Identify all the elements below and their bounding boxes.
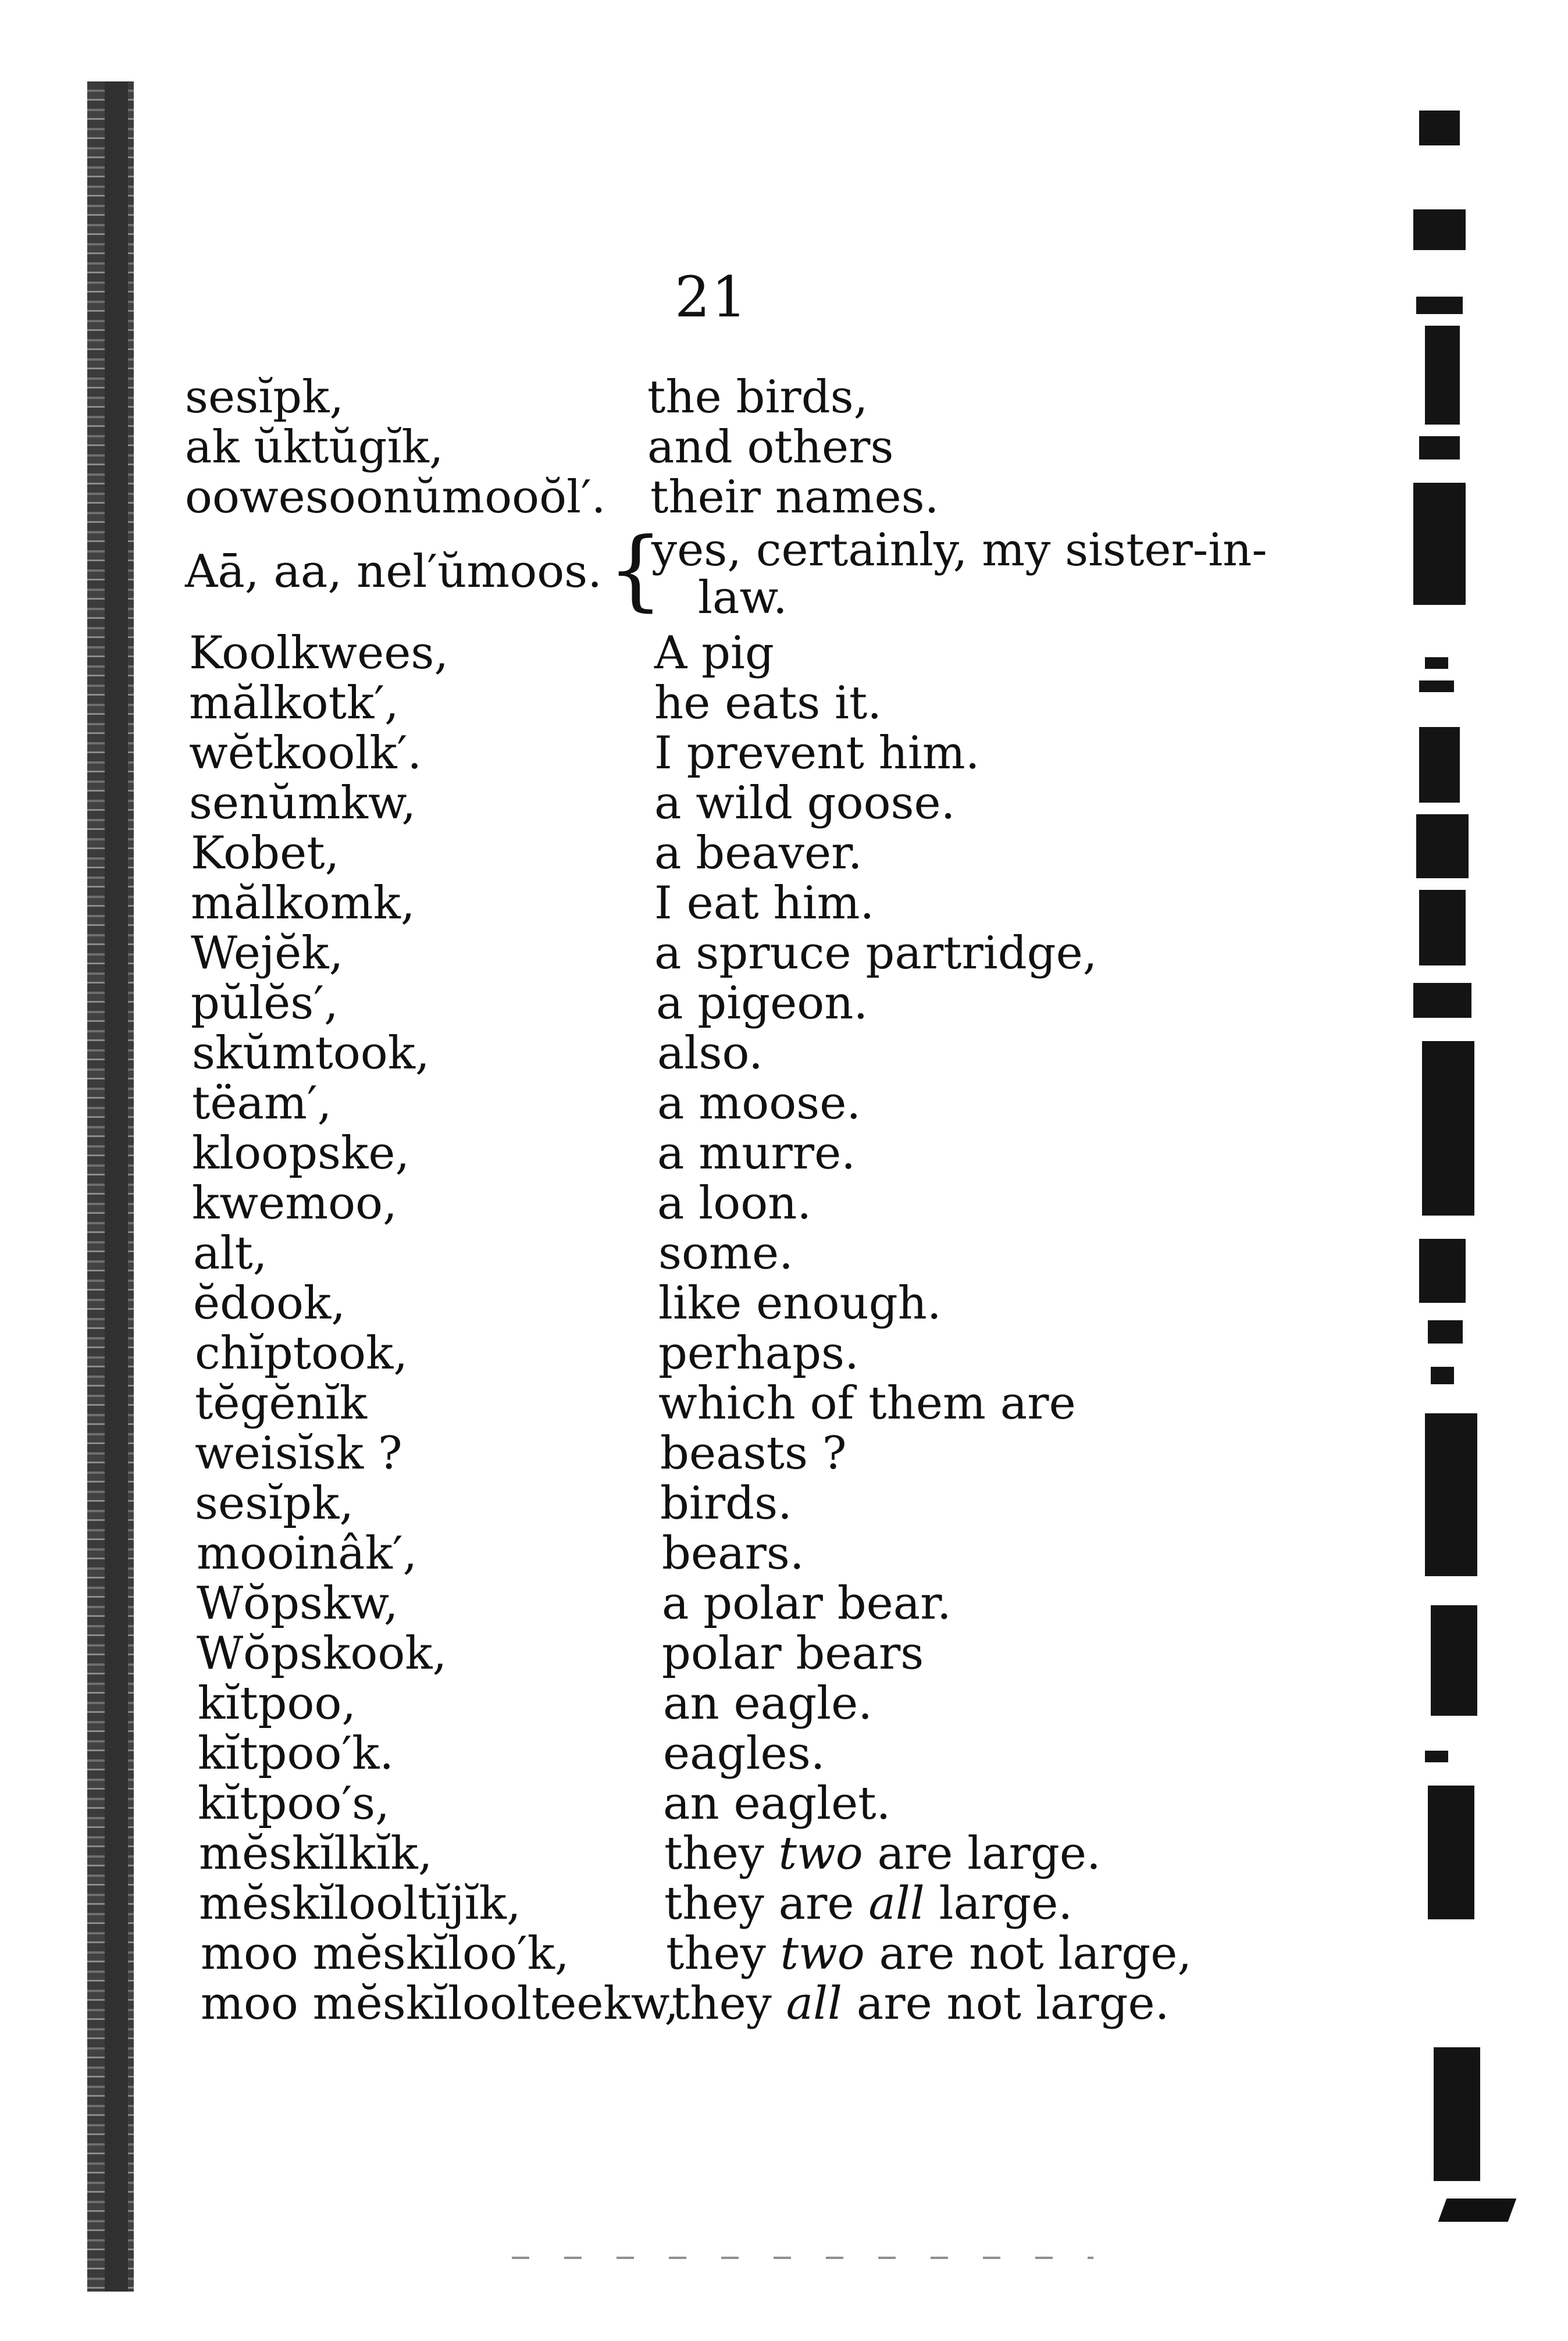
english-gloss: a moose. [657,1077,861,1129]
english-gloss: also. [657,1027,763,1079]
micmac-term: moo mĕskĭloo′k, [201,1927,569,1980]
gloss-text: they [666,1927,781,1980]
english-gloss: a spruce partridge, [654,927,1097,979]
micmac-term: Wŏpskw, [197,1577,398,1630]
english-gloss: birds. [660,1477,792,1530]
micmac-term: ĕdook, [193,1277,346,1330]
curly-brace: { [608,519,664,621]
micmac-term: kwemoo, [192,1177,397,1230]
english-gloss: the birds, [647,371,868,423]
english-gloss: like enough. [658,1277,942,1330]
micmac-term: kĭtpoo, [198,1677,357,1730]
micmac-term: tëam′, [192,1077,332,1129]
gloss-text: large. [924,1877,1073,1930]
english-gloss: I prevent him. [654,727,980,779]
english-gloss: a murre. [657,1127,856,1180]
english-gloss [664,1879,1072,1929]
english-gloss: a wild goose. [654,777,956,829]
english-gloss: and others [647,421,894,473]
english-gloss: I eat him. [654,877,875,929]
micmac-term: mălkotk′, [189,677,399,729]
gloss-text: are large. [863,1827,1101,1880]
micmac-term: mooinâk′, [197,1527,418,1580]
english-gloss: yes, certainly, my sister-in- [651,524,1267,576]
micmac-term: sesĭpk, [195,1477,354,1530]
english-gloss: a beaver. [654,827,863,879]
micmac-term: ak ŭktŭgĭk, [185,421,444,473]
micmac-term: kĭtpoo′k. [198,1727,394,1780]
micmac-term: skŭmtook, [192,1027,430,1079]
micmac-term: wĕtkoolk′. [189,727,422,779]
micmac-term: tĕgĕnĭk [195,1377,368,1430]
english-gloss-block [651,526,1267,622]
micmac-term: senŭmkw, [189,777,416,829]
micmac-term: Wejĕk, [191,927,344,979]
gloss-text: are not large. [842,1977,1170,2030]
micmac-term: moo mĕskĭloolteekw, [201,1977,679,2030]
english-gloss: an eagle. [663,1677,873,1730]
micmac-term: kĭtpoo′s, [198,1777,390,1830]
gloss-emphasis: two [778,1827,863,1880]
english-gloss: polar bears [662,1627,924,1680]
page-number: 21 [675,265,749,330]
english-gloss: eagles. [663,1727,825,1780]
english-gloss: bears. [662,1527,804,1580]
micmac-term: alt, [193,1227,268,1280]
micmac-term: mĕskĭlkĭk, [199,1827,433,1880]
english-gloss: an eaglet. [663,1777,891,1830]
english-gloss-continuation: law. [698,572,787,624]
english-gloss [664,1829,1101,1879]
micmac-term: kloopske, [192,1127,410,1180]
gloss-emphasis: all [786,1977,843,2030]
english-gloss: A pig [654,627,774,679]
english-gloss [666,1929,1192,1979]
english-gloss: some. [658,1227,793,1280]
gloss-text: they [664,1827,779,1880]
micmac-term: Kobet, [191,827,340,879]
micmac-term: Wŏpskook, [197,1627,447,1680]
micmac-term: oowesoonŭmooŏl′. [185,471,606,523]
gloss-text: they [672,1977,786,2030]
english-gloss: a pigeon. [656,977,868,1029]
micmac-term: Aā, aa, nel′ŭmoos. [185,546,603,598]
micmac-term: weisĭsk ? [195,1427,402,1480]
micmac-term: Koolkwees, [189,627,449,679]
micmac-term: pŭlĕs′, [191,977,338,1029]
english-gloss: he eats it. [654,677,882,729]
gloss-text: they are [664,1877,869,1930]
gloss-text: are not large, [864,1927,1192,1980]
scan-noise-dashes [512,2257,1093,2259]
micmac-term: chĭptook, [195,1327,408,1380]
english-gloss: beasts ? [660,1427,847,1480]
scan-corner-mark [1438,2199,1517,2222]
english-gloss: perhaps. [658,1327,859,1380]
english-gloss: a polar bear. [662,1577,952,1630]
english-gloss: a loon. [657,1177,812,1230]
micmac-term: mălkomk, [191,877,415,929]
english-gloss [672,1979,1170,2029]
micmac-term: sesĭpk, [185,371,344,423]
english-gloss: their names. [650,471,939,523]
micmac-term: mĕskĭlooltĭjĭk, [199,1877,521,1930]
english-gloss: which of them are [658,1377,1076,1430]
gloss-emphasis: two [780,1927,865,1980]
gloss-emphasis: all [868,1877,925,1930]
